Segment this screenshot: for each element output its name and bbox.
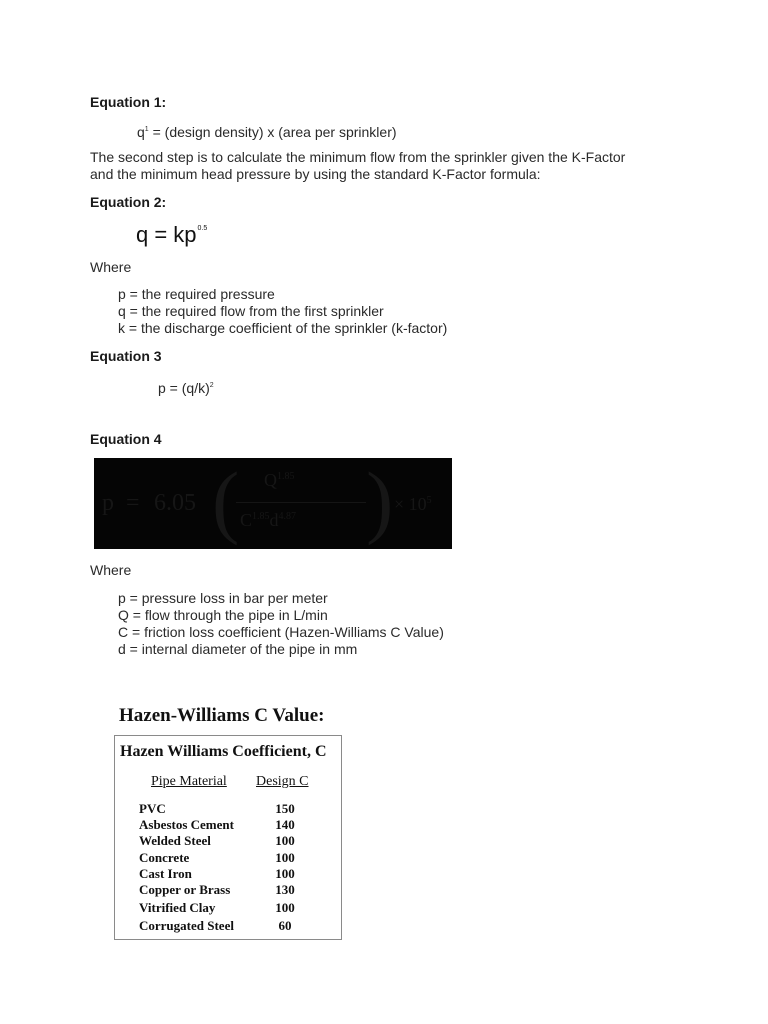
equation-4-coefficient: 6.05 bbox=[154, 490, 196, 516]
equation-4-multiplier-exponent: 5 bbox=[426, 495, 432, 506]
equation-3-base: p = (q/k) bbox=[158, 380, 210, 396]
equation-4-numerator-q: Q bbox=[264, 470, 277, 490]
equation-4-left-paren: ( bbox=[212, 458, 240, 546]
where-label-2: Where bbox=[90, 562, 132, 578]
design-c-cell: 100 bbox=[275, 900, 295, 915]
design-c-cell: 100 bbox=[275, 866, 295, 881]
table-row bbox=[115, 882, 341, 898]
equation-4-right-paren: ) bbox=[366, 458, 394, 546]
equation-2-exponent: 0.5 bbox=[197, 225, 208, 232]
equation-2-heading: Equation 2: bbox=[90, 194, 167, 210]
pipe-material-cell: Welded Steel bbox=[139, 833, 211, 848]
equation-4-multiplier-base: × 10 bbox=[394, 494, 427, 514]
table-row bbox=[115, 850, 341, 866]
table-row bbox=[115, 801, 341, 817]
intro-paragraph-line-1: The second step is to calculate the minimum flow from the sprinkler given the K-Factor bbox=[90, 149, 626, 165]
equation-4-multiplier bbox=[394, 494, 432, 515]
equation-4-denominator-d: d bbox=[269, 510, 279, 530]
equation-1-subscript: 1 bbox=[144, 126, 149, 133]
column-header-design-c: Design C bbox=[256, 774, 309, 789]
equation-3-formula bbox=[158, 377, 214, 397]
intro-paragraph bbox=[90, 149, 625, 183]
design-c-cell: 60 bbox=[278, 918, 292, 933]
where-list-1 bbox=[118, 286, 447, 337]
table-row bbox=[115, 900, 341, 916]
table-row bbox=[115, 833, 341, 849]
equation-4-equals: = bbox=[126, 490, 140, 516]
design-c-cell: 130 bbox=[275, 882, 295, 897]
equation-4-fraction-bar bbox=[236, 502, 366, 503]
equation-1-formula bbox=[137, 121, 397, 141]
where-label-1: Where bbox=[90, 259, 132, 275]
design-c-cell: 150 bbox=[275, 801, 295, 816]
where-list-2-item: p = pressure loss in bar per meter bbox=[118, 590, 328, 606]
equation-3-exponent: 2 bbox=[209, 382, 214, 389]
equation-4-denominator bbox=[240, 510, 296, 531]
design-c-cell: 100 bbox=[275, 833, 295, 848]
pipe-material-cell: Corrugated Steel bbox=[139, 918, 234, 933]
pipe-material-cell: Vitrified Clay bbox=[139, 900, 216, 915]
pipe-material-cell: Cast Iron bbox=[139, 866, 192, 881]
table-row bbox=[115, 918, 341, 934]
table-row bbox=[115, 817, 341, 833]
where-list-2 bbox=[118, 590, 444, 658]
equation-4-denominator-c: C bbox=[240, 510, 253, 530]
equation-2-formula bbox=[136, 222, 207, 248]
equation-4-heading: Equation 4 bbox=[90, 431, 162, 447]
where-list-2-item: d = internal diameter of the pipe in mm bbox=[118, 641, 358, 657]
table-row bbox=[115, 866, 341, 882]
where-list-1-item: q = the required flow from the first sprinkler bbox=[118, 303, 384, 319]
equation-2-base: q = kp bbox=[136, 222, 197, 247]
hazen-williams-table bbox=[114, 735, 342, 940]
column-header-pipe-material: Pipe Material bbox=[151, 774, 227, 789]
design-c-cell: 140 bbox=[275, 817, 295, 832]
equation-4-numerator-exponent: 1.85 bbox=[277, 471, 295, 482]
where-list-1-item: k = the discharge coefficient of the sprinkler (k-factor) bbox=[118, 320, 448, 336]
equation-3-heading: Equation 3 bbox=[90, 348, 162, 364]
where-list-2-item: C = friction loss coefficient (Hazen-Williams C Value) bbox=[118, 624, 444, 640]
equation-4-image bbox=[94, 458, 452, 549]
where-list-1-item: p = the required pressure bbox=[118, 286, 275, 302]
hazen-williams-section-title: Hazen-Williams C Value: bbox=[119, 705, 325, 726]
equation-4-denominator-c-exponent: 1.85 bbox=[252, 511, 270, 522]
equation-1-rest: = (design density) x (area per sprinkler) bbox=[148, 124, 397, 140]
pipe-material-cell: Concrete bbox=[139, 850, 190, 865]
equation-4-denominator-d-exponent: 4.87 bbox=[278, 511, 297, 522]
pipe-material-cell: Copper or Brass bbox=[139, 882, 231, 897]
where-list-2-item: Q = flow through the pipe in L/min bbox=[118, 607, 328, 623]
equation-4-lhs: p bbox=[102, 490, 114, 516]
pipe-material-cell: PVC bbox=[139, 801, 166, 816]
pipe-material-cell: Asbestos Cement bbox=[139, 817, 234, 832]
intro-paragraph-line-2: and the minimum head pressure by using the standard K-Factor formula: bbox=[90, 166, 541, 182]
equation-1-heading: Equation 1: bbox=[90, 94, 167, 110]
equation-1-q: q bbox=[137, 124, 145, 140]
hazen-williams-table-title: Hazen Williams Coefficient, C bbox=[120, 743, 327, 760]
design-c-cell: 100 bbox=[275, 850, 295, 865]
equation-4-numerator bbox=[264, 470, 295, 491]
